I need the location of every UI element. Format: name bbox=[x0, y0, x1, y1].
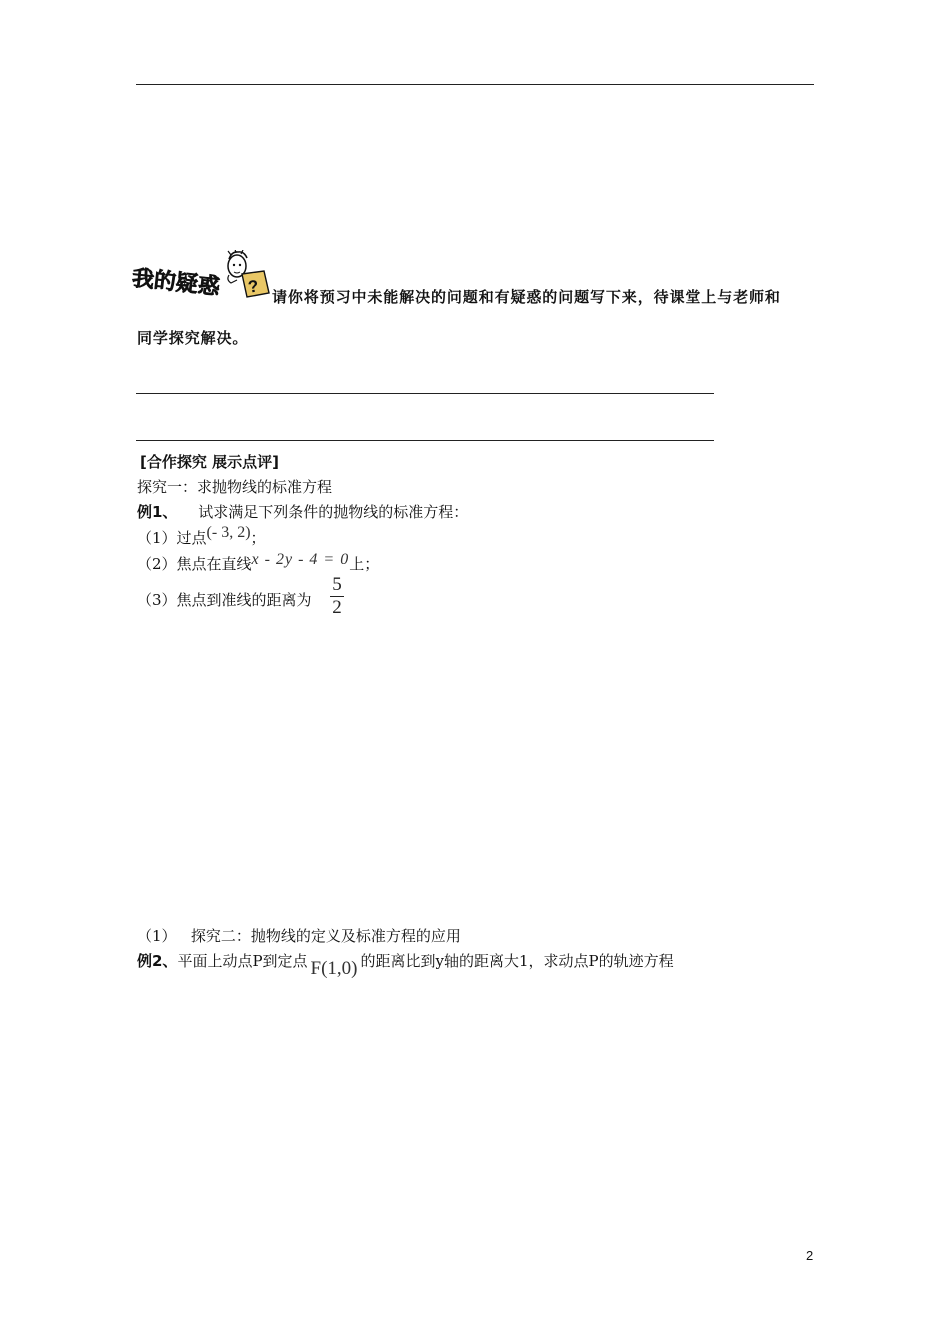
example1 bbox=[137, 501, 468, 522]
condition-3 bbox=[137, 589, 312, 610]
example2-math: F(1,0) bbox=[310, 958, 358, 979]
doubt-instruction-line2: 同学探究解决。 bbox=[137, 329, 249, 347]
example2-text-b: 的距离比到y轴的距离大1，求动点P的轨迹方程 bbox=[360, 952, 674, 970]
answer-line-2 bbox=[136, 440, 714, 441]
example2-label: 例2、 bbox=[137, 952, 178, 970]
explore2-title: （1） 探究二：抛物线的定义及标准方程的应用 bbox=[137, 927, 461, 945]
answer-line-1 bbox=[136, 393, 714, 394]
example1-text: 试求满足下列条件的抛物线的标准方程： bbox=[198, 503, 469, 521]
condition-2-suffix: 上； bbox=[349, 555, 380, 573]
doubt-logo-text: 我的疑惑 bbox=[130, 266, 221, 301]
example2 bbox=[137, 950, 674, 979]
condition-1-suffix: ； bbox=[250, 529, 266, 547]
example2-text-a: 平面上动点P到定点 bbox=[177, 952, 308, 970]
condition-2-prefix: （2）焦点在直线 bbox=[137, 555, 252, 573]
condition-3-prefix: （3）焦点到准线的距离为 bbox=[137, 591, 312, 609]
doubt-instruction-line1: 请你将预习中未能解决的问题和有疑惑的问题写下来，待课堂上与老师和 bbox=[272, 288, 781, 306]
condition-1 bbox=[137, 524, 266, 548]
condition-1-prefix: （1）过点 bbox=[137, 529, 207, 547]
fraction-numerator: 5 bbox=[332, 574, 342, 595]
condition-1-math: (- 3, 2) bbox=[206, 524, 251, 541]
doubt-logo bbox=[130, 250, 272, 302]
header-rule bbox=[136, 84, 814, 85]
doubt-logo-art bbox=[130, 250, 272, 302]
fraction-denominator: 2 bbox=[332, 597, 342, 618]
svg-text:?: ? bbox=[246, 276, 260, 297]
page-number: 2 bbox=[806, 1248, 814, 1263]
condition-2 bbox=[137, 553, 379, 574]
explore1-title: 探究一：求抛物线的标准方程 bbox=[137, 478, 333, 496]
condition-3-fraction bbox=[327, 575, 347, 618]
section-heading: [合作探究 展示点评] bbox=[140, 453, 279, 471]
condition-2-math: x - 2y - 4 = 0 bbox=[251, 551, 350, 568]
example1-label: 例1、 bbox=[137, 503, 178, 521]
